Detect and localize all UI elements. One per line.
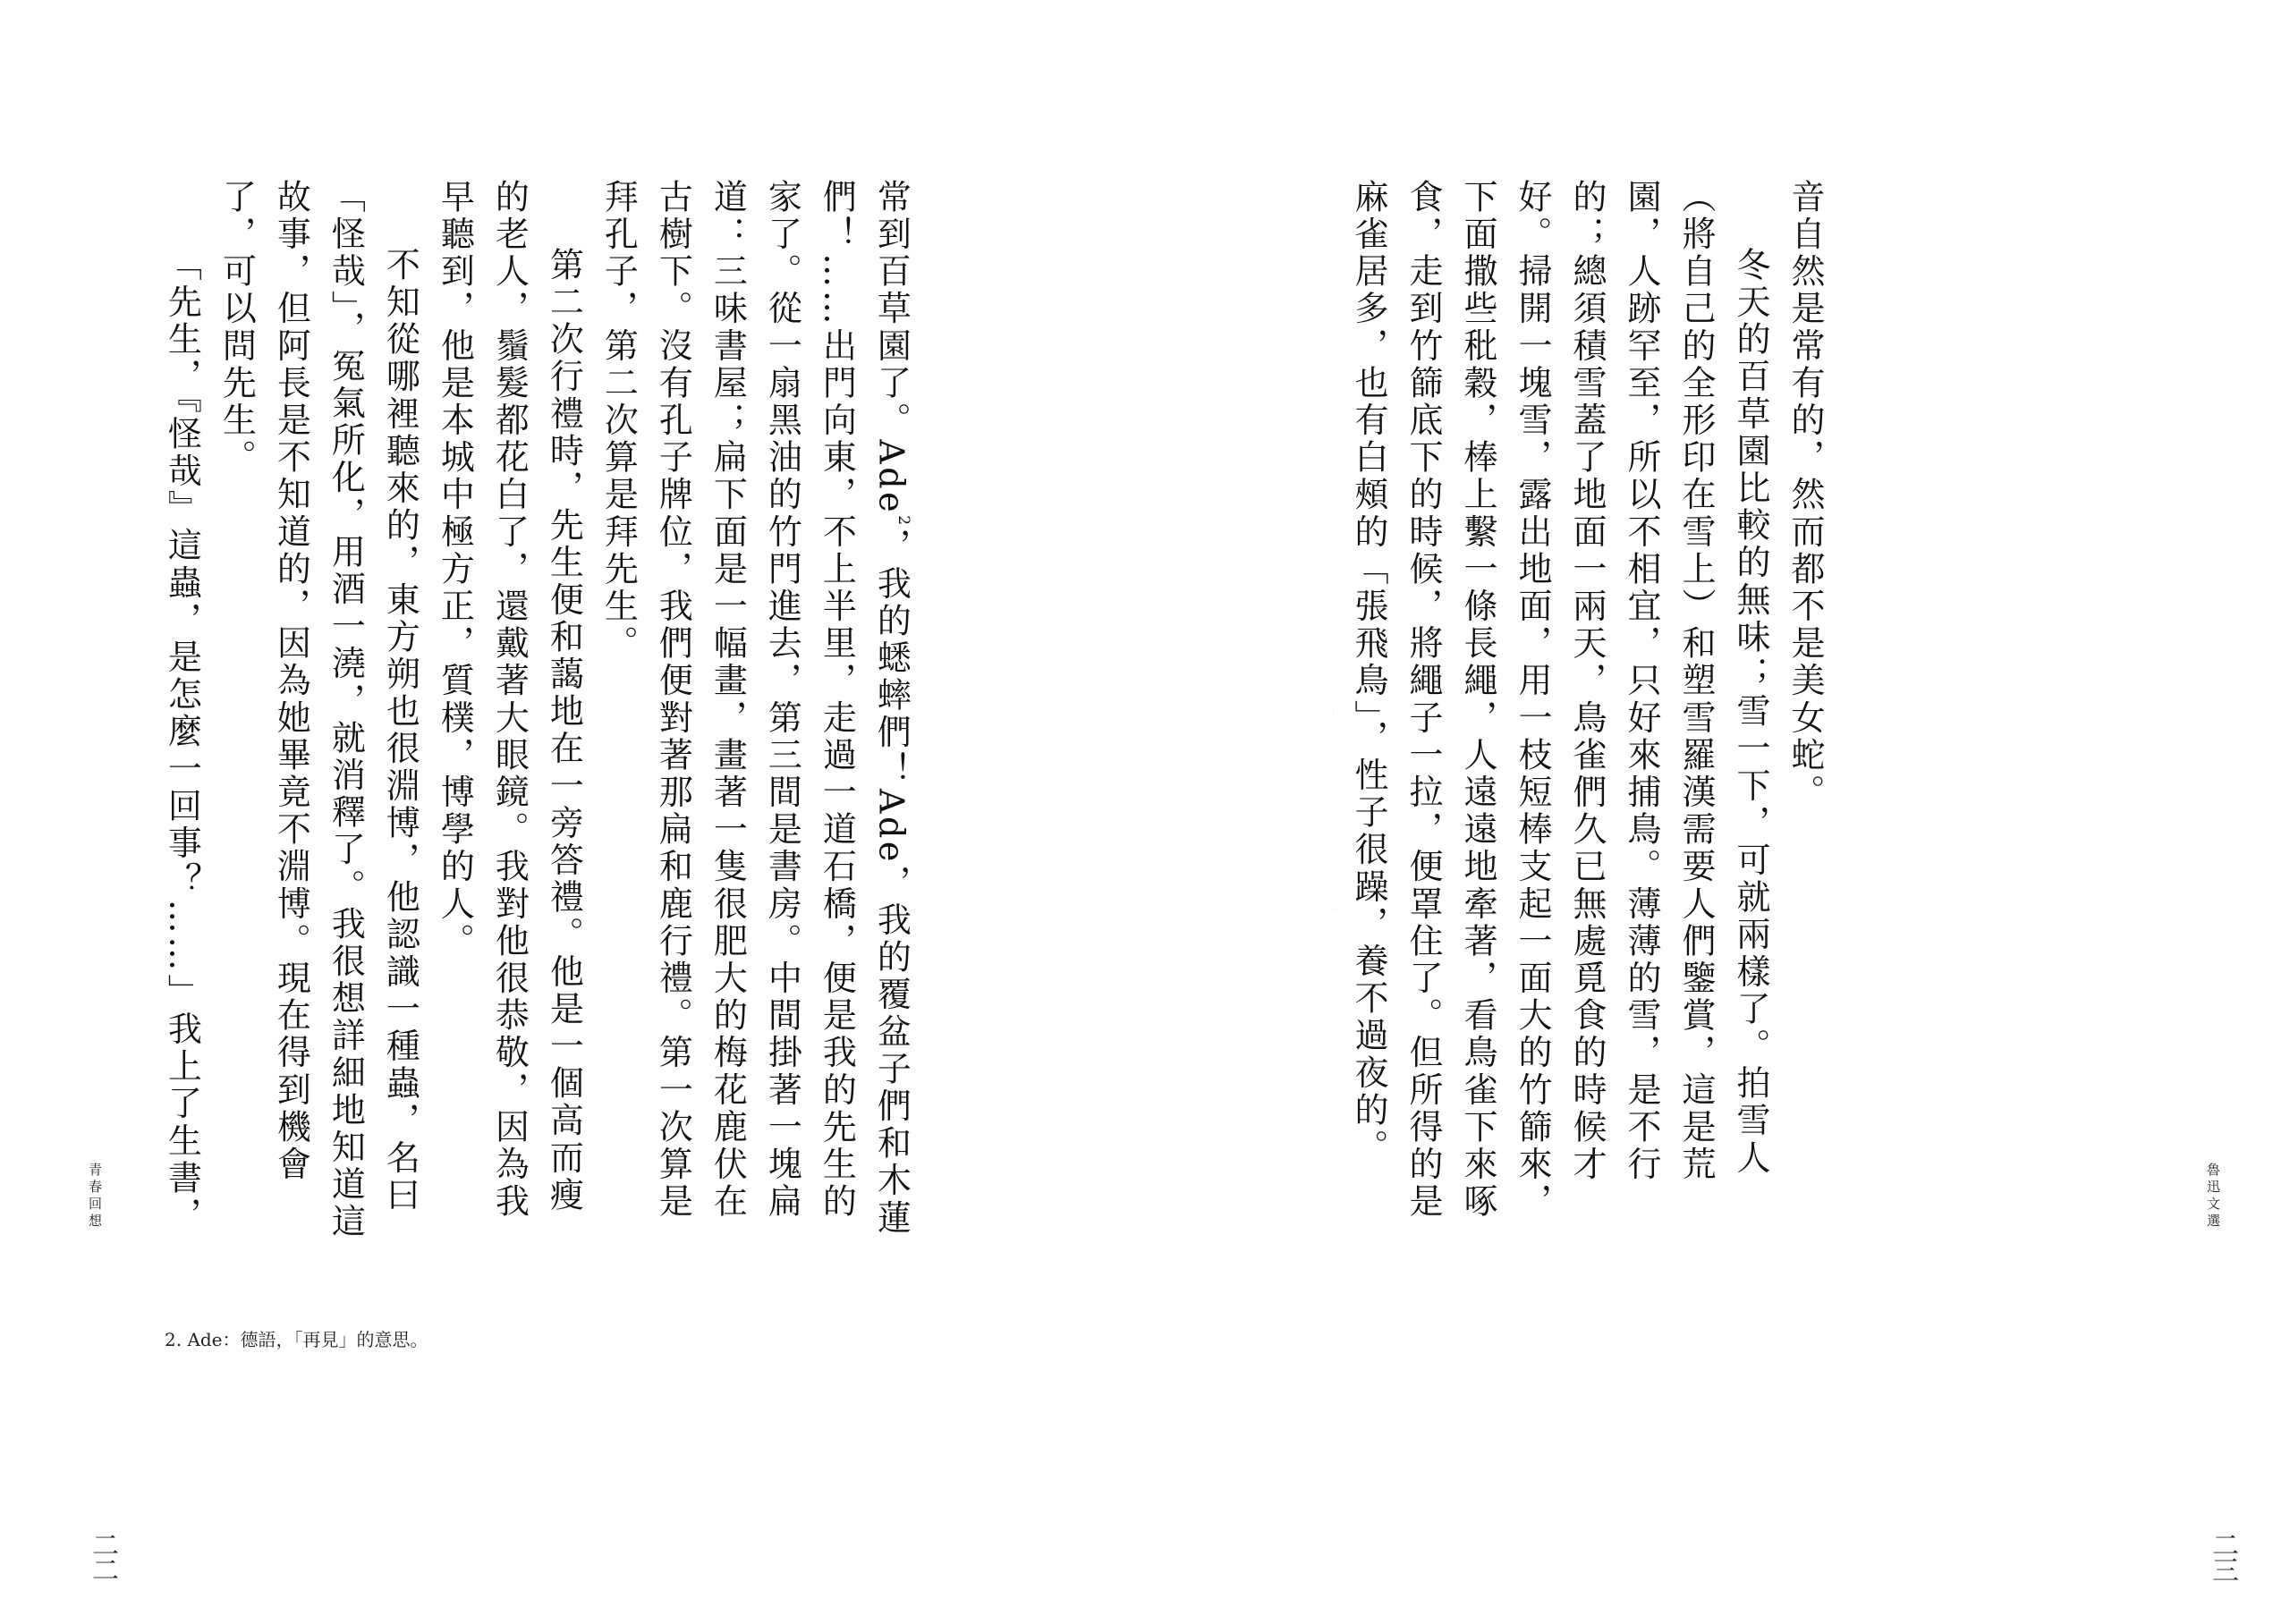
running-head-right: 魯迅文選 — [2205, 1163, 2221, 1231]
footnote: 2. Ade：德語，「再見」的意思。 — [165, 1329, 428, 1350]
page-number-right: 二三 — [2207, 1531, 2238, 1581]
paragraph: 第二次行禮時，先生便和藹地在一旁答禮。他是一個高而瘦的老人，鬚髮都花白了，還戴著大眼鏡。我對他很恭敬，因為我早聽到，他是本城中極方正，質樸，博學的人。 — [435, 179, 584, 1221]
paragraph — [590, 179, 930, 1243]
right-page-text — [1333, 179, 1832, 1243]
paragraph: 音自然是常有的，然而都不是美女蛇。 — [1785, 179, 1825, 812]
paragraph — [1333, 179, 1341, 1243]
footnote-marker: 2 — [895, 515, 912, 529]
paragraph-text: 常到百草園了。Ade — [871, 179, 912, 516]
left-page-text — [150, 179, 930, 1243]
paragraph: 冬天的百草園比較的無味；雪一下，可就兩樣了。拍雪人（將自己的全形印在雪上）和塑雪羅漢需要人們鑒賞，這是荒園，人跡罕至，所以不相宜，只好來捕鳥。薄薄的雪，是不行的；總須積雪蓋了地面一兩天，鳥雀們久已無處覓食的時候才好。掃開一塊雪，露出地面，用一枝短棒支起一面大的竹篩來，下面撒些秕穀，棒上繫一條長繩，人遠遠地牽著，看鳥雀下來啄食，走到竹篩底下的時候，將繩子一拉，便罩住了。但所得的是麻雀居多，也有白頰的「張飛鳥」，性子很躁，養不過夜的。 — [1349, 179, 1770, 1221]
paragraph-text: ，我的蟋蟀們！Ade，我的覆盆子們和木蓮們！……出門向東，不上半里，走過一道石橋，便是我的先生的家了。從一扇黑油的竹門進去，第三間是書房。中間掛著一塊扁道：三味書屋；扁下面是一幅畫，畫著一隻很肥大的梅花鹿伏在古樹下。沒有孔子牌位，我們便對著那扁和鹿行禮。第一次算是拜孔子，第二次算是拜先生。 — [598, 179, 912, 1238]
page-number-left: 二二 — [87, 1531, 118, 1581]
paragraph: 「先生，『怪哉』這蟲，是怎麼一回事？……」我上了生書， — [162, 247, 202, 1235]
running-head-left: 青春回想 — [87, 1163, 103, 1231]
paragraph: 不知從哪裡聽來的，東方朔也很淵博，他認識一種蟲，名曰「怪哉」，冤氣所化，用酒一澆，就消釋了。我很想詳細地知道這故事，但阿長是不知道的，因為她畢竟不淵博。現在得到機會了，可以問先生。 — [216, 179, 420, 1241]
